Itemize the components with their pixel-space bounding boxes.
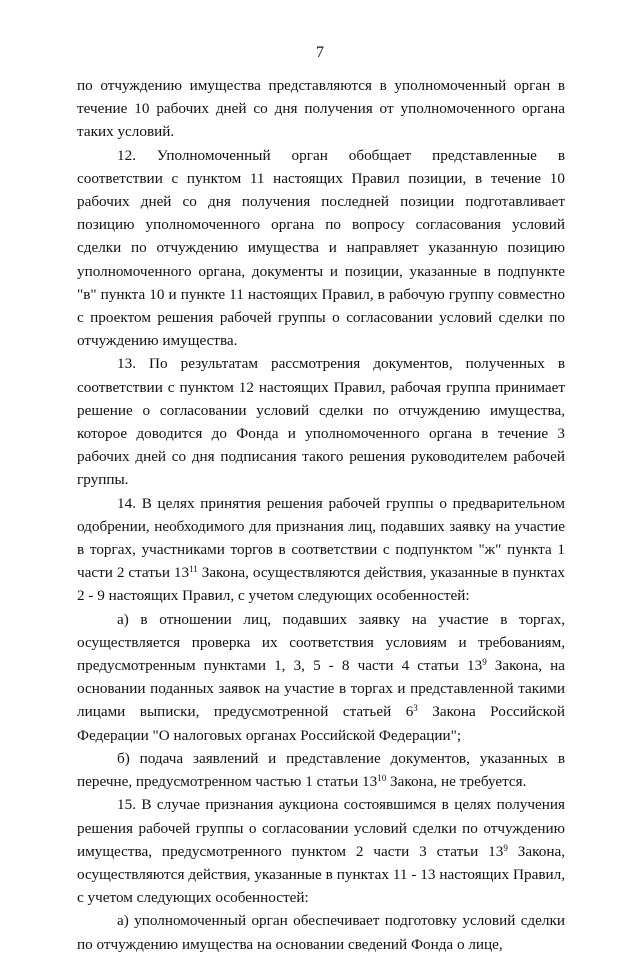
superscript: 11: [189, 564, 198, 575]
paragraph: [77, 74, 565, 144]
superscript: 10: [377, 773, 387, 784]
text-run: Закона, не требуется.: [386, 773, 527, 791]
paragraph: [77, 608, 565, 747]
document-body: [77, 74, 565, 956]
text-run: б) подача заявлений и представление документов, указанных в перечне, предусмотренном частью 1 статьи 13: [77, 749, 565, 791]
superscript: 3: [413, 703, 418, 714]
text-run: а) в отношении лиц, подавших заявку на участие в торгах, осуществляется проверка их соответствия условиям и требованиям, предусмотренным пунктами 1, 3, 5 - 8 части 4 статьи 13: [77, 610, 565, 675]
paragraph: [77, 747, 565, 793]
superscript: 9: [482, 657, 487, 668]
page-number: 7: [316, 44, 324, 61]
text-run: Закона, осуществляются действия, указанные в пунктах 11 - 13 настоящих Правил, с учетом следующих особенностей:: [77, 842, 565, 907]
text-run: 13. По результатам рассмотрения документов, полученных в соответствии с пунктом 12 настоящих Правил, рабочая группа принимает решение о согласовании условий сделки по отчуждению имущества, которое доводится до Фонда и уполномоченного органа в течение 3 рабочих дней со дня подписания такого решения руководителем рабочей группы.: [77, 355, 565, 489]
text-run: а) уполномоченный орган обеспечивает подготовку условий сделки по отчуждению имущества на основании сведений Фонда о лице,: [77, 912, 565, 953]
text-run: Закона, на основании поданных заявок на участие в торгах и представленной такими лицами выписки, предусмотренной статьей 6: [77, 657, 565, 721]
text-run: по отчуждению имущества представляются в уполномоченный орган в течение 10 рабочих дней со дня получения от уполномоченного органа таких условий.: [77, 77, 565, 141]
text-run: Закона Российской Федерации "О налоговых органах Российской Федерации";: [77, 703, 566, 744]
text-run: 15. В случае признания аукциона состоявшимся в целях получения решения рабочей группы о согласовании условий сделки по отчуждению имущества, предусмотренного пунктом 2 части 3 статьи 13: [77, 796, 565, 860]
paragraph: [77, 144, 565, 353]
paragraph: [77, 352, 565, 491]
text-run: 12. Уполномоченный орган обобщает представленные в соответствии с пунктом 11 настоящих Правил позиции, в течение 10 рабочих дней со дня получения последней позиции подготавливает позицию уполномоченного органа по вопросу согласования условий сделки по отчуждению имущества и направляет указанную позицию уполномоченного органа, документы и позиции, указанные в подпункте "в" пункта 10 и пункте 11 настоящих Правил, в рабочую группу совместно с проектом решения рабочей группы о согласовании условий сделки по отчуждению имущества.: [77, 146, 565, 350]
superscript: 9: [503, 842, 508, 853]
text-run: Закона, осуществляются действия, указанные в пунктах 2 - 9 настоящих Правил, с учетом следующих особенностей:: [77, 564, 565, 605]
text-run: 14. В целях принятия решения рабочей группы о предварительном одобрении, необходимого для признания лиц, подавших заявку на участие в торгах, участниками торгов в соответствии с подпунктом "ж" пункта 1 части 2 статьи 13: [77, 494, 565, 582]
paragraph: [77, 492, 565, 608]
paragraph: [77, 909, 565, 955]
paragraph: [77, 793, 565, 909]
